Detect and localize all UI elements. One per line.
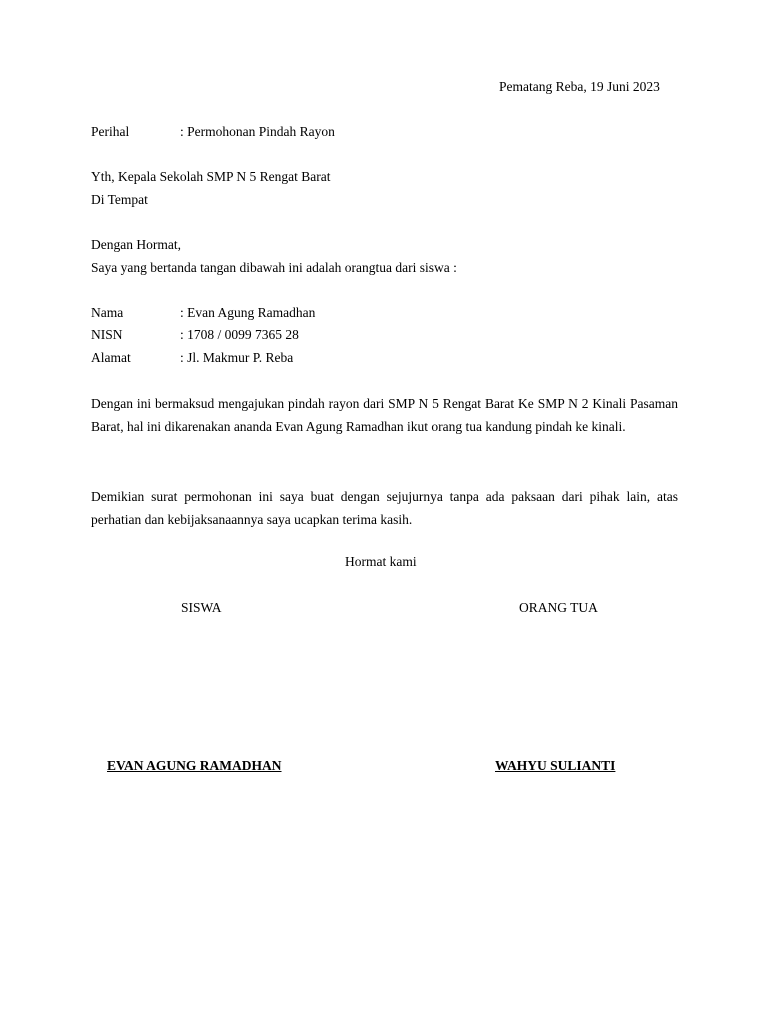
detail-label-nisn: NISN	[91, 327, 123, 342]
intro-line: Saya yang bertanda tangan dibawah ini adalah orangtua dari siswa :	[91, 260, 457, 275]
recipient-line-2: Di Tempat	[91, 192, 148, 207]
detail-value-alamat: : Jl. Makmur P. Reba	[180, 350, 294, 365]
signature-role-student: SISWA	[181, 600, 222, 615]
body-paragraph: Dengan ini bermaksud mengajukan pindah rayon dari SMP N 5 Rengat Barat Ke SMP N 2 Kinali Pasaman Barat, hal ini dikarenakan ananda Evan Agung Ramadhan ikut orang tua kandung pindah ke kinali.	[91, 396, 678, 434]
closing-paragraph: Demikian surat permohonan ini saya buat dengan sejujurnya tanpa ada paksaan dari pihak lain, atas perhatian dan kebijaksanaannya saya ucapkan terima kasih.	[91, 489, 678, 527]
signature-name-student: EVAN AGUNG RAMADHAN	[107, 758, 282, 773]
signature-name-parent: WAHYU SULIANTI	[495, 758, 616, 773]
recipient-line-1: Yth, Kepala Sekolah SMP N 5 Rengat Barat	[91, 169, 331, 184]
greeting: Dengan Hormat,	[91, 237, 181, 252]
detail-label-nama: Nama	[91, 305, 124, 320]
closing-greeting: Hormat kami	[345, 554, 417, 569]
detail-value-nama: : Evan Agung Ramadhan	[180, 305, 316, 320]
signature-role-parent: ORANG TUA	[519, 600, 598, 615]
detail-label-alamat: Alamat	[91, 350, 131, 365]
subject-label: Perihal	[91, 124, 130, 139]
subject-value: : Permohonan Pindah Rayon	[180, 124, 335, 139]
place-date: Pematang Reba, 19 Juni 2023	[499, 79, 660, 94]
detail-value-nisn: : 1708 / 0099 7365 28	[180, 327, 299, 342]
